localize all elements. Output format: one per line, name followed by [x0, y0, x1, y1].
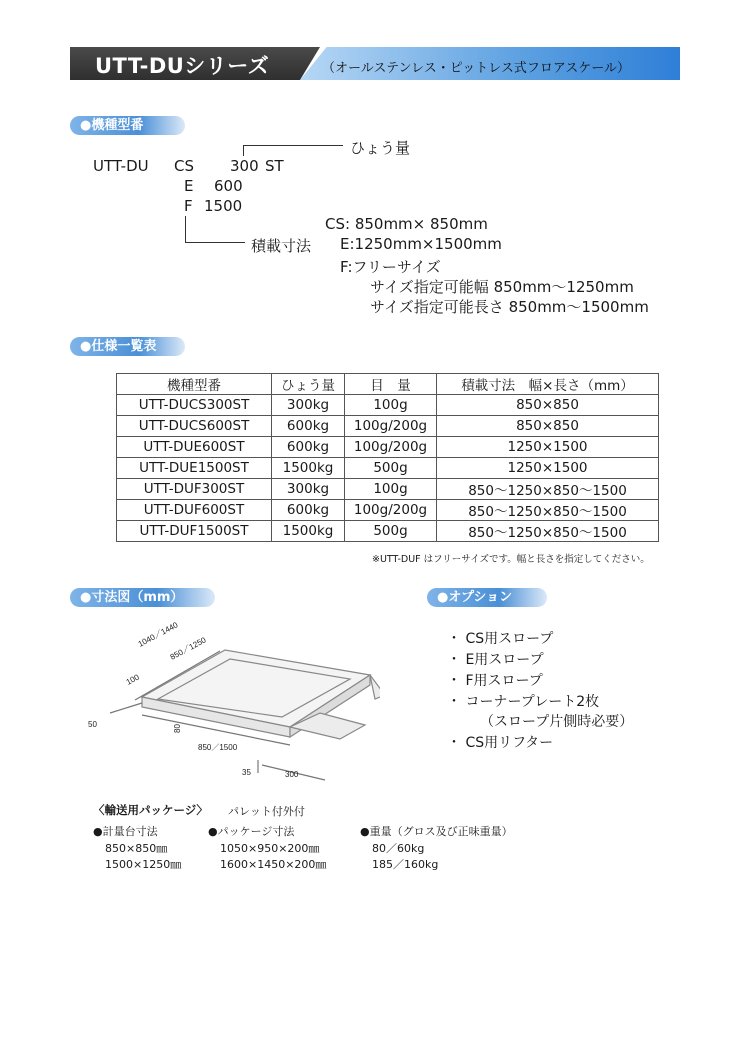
table-cell: 850～1250×850～1500: [437, 521, 659, 542]
table-cell: 300kg: [272, 395, 345, 416]
option-item: ・ コーナープレート2枚: [447, 694, 600, 710]
table-cell: 850～1250×850～1500: [437, 479, 659, 500]
column-header: ひょう量: [272, 374, 345, 395]
table-cell: 600kg: [272, 500, 345, 521]
section-heading-model: ●機種型番: [70, 116, 185, 135]
table-cell: 850～1250×850～1500: [437, 500, 659, 521]
capacity-label: ひょう量: [350, 139, 411, 157]
column-header: 目 量: [345, 374, 437, 395]
option-item: ・ F用スロープ: [447, 673, 543, 689]
table-cell: UTT-DUF600ST: [117, 500, 272, 521]
size-connector-v: [185, 216, 186, 242]
slope-back: [370, 675, 380, 699]
table-row: [117, 521, 659, 542]
package-col1-value: 1500×1250㎜: [105, 858, 182, 871]
table-row: [117, 500, 659, 521]
model-code-f: F: [184, 197, 193, 215]
page-subtitle: （オールステンレス・ピットレス式フロアスケール）: [322, 61, 631, 76]
model-cap-600: 600: [214, 177, 243, 195]
section-heading-spec: ●仕様一覧表: [70, 337, 185, 356]
width-range: サイズ指定可能幅 850mm～1250mm: [370, 278, 634, 296]
table-cell: 1500kg: [272, 521, 345, 542]
option-item-note: （スロープ片側時必要）: [480, 714, 634, 730]
capacity-connector-v: [243, 145, 244, 156]
page-title: UTT-DUシリーズ: [95, 54, 270, 78]
size-label: 積載寸法: [251, 237, 312, 255]
model-cap-1500: 1500: [204, 197, 243, 215]
table-cell: 300kg: [272, 479, 345, 500]
dim-top-width: 1040／1440: [136, 620, 180, 649]
dim-front-width: 850／1500: [198, 743, 238, 752]
table-cell: 850×850: [437, 395, 659, 416]
table-cell: 500g: [345, 458, 437, 479]
dim-slope: 300: [285, 770, 299, 779]
table-cell: 850×850: [437, 416, 659, 437]
column-header: 機種型番: [117, 374, 272, 395]
package-col3-value: 80／60kg: [372, 842, 425, 855]
option-item: ・ CS用リフター: [447, 735, 554, 751]
table-cell: UTT-DUE600ST: [117, 437, 272, 458]
dim-height: 80: [173, 724, 182, 733]
model-base: UTT-DU: [93, 157, 149, 175]
table-cell: UTT-DUF300ST: [117, 479, 272, 500]
table-cell: 1250×1500: [437, 437, 659, 458]
table-cell: 100g/200g: [345, 500, 437, 521]
table-row: [117, 395, 659, 416]
model-code-e: E: [184, 177, 194, 195]
package-title: 〈輸送用パッケージ〉: [93, 803, 208, 817]
option-item: ・ CS用スロープ: [447, 631, 554, 647]
table-cell: 1500kg: [272, 458, 345, 479]
table-cell: 100g: [345, 479, 437, 500]
package-col2-value: 1050×950×200㎜: [220, 842, 320, 855]
model-cap-300: 300: [230, 157, 259, 175]
package-col1-value: 850×850㎜: [105, 842, 168, 855]
dim-edge: 50: [88, 720, 97, 729]
table-cell: UTT-DUCS600ST: [117, 416, 272, 437]
table-cell: 100g: [345, 395, 437, 416]
size-connector-h: [185, 242, 245, 243]
section-heading-dimension: ●寸法図（mm）: [70, 588, 215, 607]
package-title-note: パレット付外付: [228, 805, 305, 818]
package-col1-head: ●計量台寸法: [93, 825, 158, 838]
size-f: F:フリーサイズ: [340, 258, 441, 276]
table-row: [117, 479, 659, 500]
package-col2-value: 1600×1450×200㎜: [220, 858, 327, 871]
package-col2-head: ●パッケージ寸法: [208, 825, 295, 838]
table-cell: 500g: [345, 521, 437, 542]
dimension-drawing: [80, 615, 380, 790]
table-cell: 1250×1500: [437, 458, 659, 479]
spec-table: [116, 373, 659, 542]
table-cell: UTT-DUF1500ST: [117, 521, 272, 542]
table-header-row: [117, 374, 659, 395]
package-col3-head: ●重量（グロス及び正味重量）: [360, 825, 513, 838]
option-item: ・ E用スロープ: [447, 652, 544, 668]
dim-inner-width: 850／1250: [168, 635, 208, 662]
dim-frame: 100: [124, 672, 141, 687]
size-cs: CS: 850mm× 850mm: [325, 215, 488, 233]
dim-gap: 35: [242, 768, 251, 777]
table-cell: UTT-DUCS300ST: [117, 395, 272, 416]
table-row: [117, 458, 659, 479]
table-cell: 100g/200g: [345, 437, 437, 458]
section-heading-options: ●オプション: [427, 588, 547, 607]
table-cell: 600kg: [272, 416, 345, 437]
capacity-connector-h: [243, 145, 343, 146]
model-st: ST: [265, 157, 284, 175]
model-code-cs: CS: [174, 157, 194, 175]
table-cell: 600kg: [272, 437, 345, 458]
table-note: ※UTT-DUF はフリーサイズです。幅と長さを指定してください。: [372, 554, 650, 565]
size-e: E:1250mm×1500mm: [340, 235, 502, 253]
package-col3-value: 185／160kg: [372, 858, 439, 871]
column-header: 積載寸法 幅×長さ（mm）: [437, 374, 659, 395]
table-cell: 100g/200g: [345, 416, 437, 437]
length-range: サイズ指定可能長さ 850mm～1500mm: [370, 298, 649, 316]
table-cell: UTT-DUE1500ST: [117, 458, 272, 479]
table-row: [117, 437, 659, 458]
table-row: [117, 416, 659, 437]
